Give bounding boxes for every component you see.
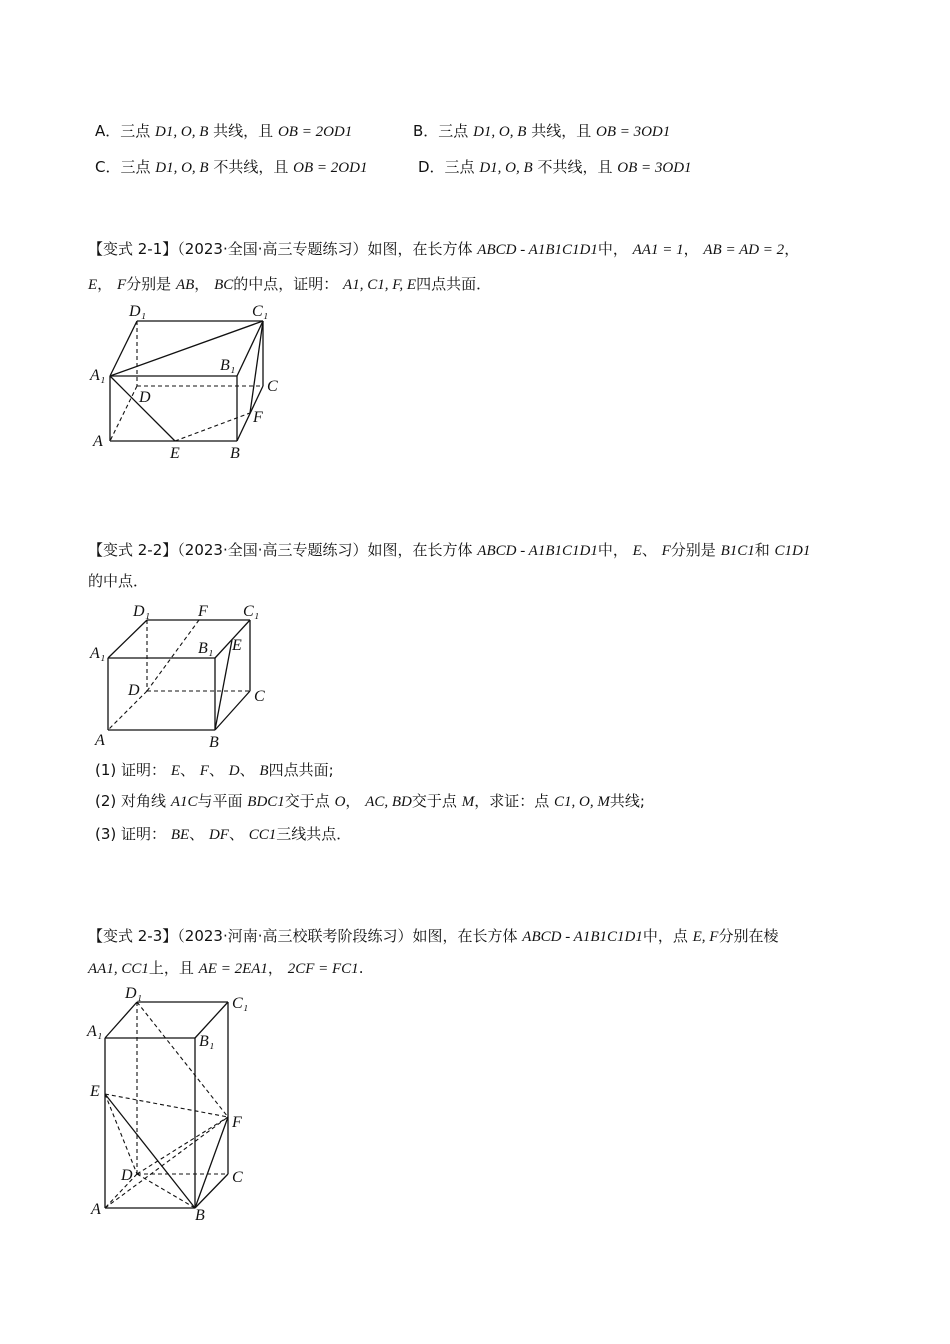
figure-2-2 <box>85 598 285 756</box>
problem-tag: 【变式 2-2】 <box>88 541 178 559</box>
problem-tag: 【变式 2-3】 <box>88 927 178 945</box>
label-D: D <box>139 389 151 406</box>
choice-a: A．三点 D1, O, B 共线，且 OB = 2OD1 <box>95 122 353 140</box>
label-C: C <box>267 378 278 395</box>
label-B1: B₁ <box>199 1033 215 1050</box>
label-B1: B₁ <box>198 640 214 657</box>
question-2-2-1: (1) 证明： E、 F、 D、 B四点共面; <box>95 761 334 779</box>
problem-2-3-line2: AA1, CC1上，且 AE = 2EA1， 2CF = FC1. <box>88 959 364 977</box>
label-A: A <box>93 433 103 450</box>
label-F: F <box>232 1114 242 1131</box>
label-B1: B₁ <box>220 357 236 374</box>
label-B: B <box>209 734 219 751</box>
choice-b: B．三点 D1, O, B 共线，且 OB = 3OD1 <box>413 122 671 140</box>
label-D1: D₁ <box>129 303 147 320</box>
question-2-2-3: (3) 证明： BE、 DF、 CC1三线共点． <box>95 825 352 843</box>
problem-2-3-line1: 【变式 2-3】（2023·河南·高三校联考阶段练习）如图，在长方体 ABCD - A1B1C1D1中，点 E, F分别在棱 <box>88 927 779 945</box>
label-C: C <box>254 688 265 705</box>
label-D: D <box>128 682 140 699</box>
label-E: E <box>170 445 180 462</box>
label-E: E <box>232 637 242 654</box>
problem-2-2-line1: 【变式 2-2】（2023·全国·高三专题练习）如图，在长方体 ABCD - A1B1C1D1中， E、 F分别是 B1C1和 C1D1 <box>88 541 811 559</box>
label-B: B <box>230 445 240 462</box>
label-D1: D₁ <box>125 985 143 1002</box>
problem-2-1-line2: E， F分别是 AB， BC的中点，证明： A1, C1, F, E四点共面． <box>88 275 492 293</box>
label-B: B <box>195 1207 205 1224</box>
label-A1: A₁ <box>90 367 106 384</box>
label-C1: C₁ <box>252 303 269 320</box>
label-C1: C₁ <box>243 603 260 620</box>
label-A1: A₁ <box>90 645 106 662</box>
label-A: A <box>91 1201 101 1218</box>
label-D: D <box>121 1167 133 1184</box>
problem-tag: 【变式 2-1】 <box>88 240 178 258</box>
label-A1: A₁ <box>87 1023 103 1040</box>
choice-d: D．三点 D1, O, B 不共线，且 OB = 3OD1 <box>418 158 692 176</box>
figure-2-1 <box>85 298 295 466</box>
label-D1: D₁ <box>133 603 151 620</box>
label-C: C <box>232 1169 243 1186</box>
label-A: A <box>95 732 105 749</box>
problem-2-2-line2: 的中点． <box>88 572 149 590</box>
label-C1: C₁ <box>232 995 249 1012</box>
figure-2-3 <box>85 984 265 1229</box>
label-F: F <box>198 603 208 620</box>
question-2-2-2: (2) 对角线 A1C与平面 BDC1交于点 O， AC, BD交于点 M，求证：点 C1, O, M共线; <box>95 792 645 810</box>
label-E: E <box>90 1083 100 1100</box>
choice-c: C．三点 D1, O, B 不共线，且 OB = 2OD1 <box>95 158 368 176</box>
label-F: F <box>253 409 263 426</box>
problem-2-1-line1: 【变式 2-1】（2023·全国·高三专题练习）如图，在长方体 ABCD - A1B1C1D1中， AA1 = 1， AB = AD = 2， <box>88 240 800 258</box>
